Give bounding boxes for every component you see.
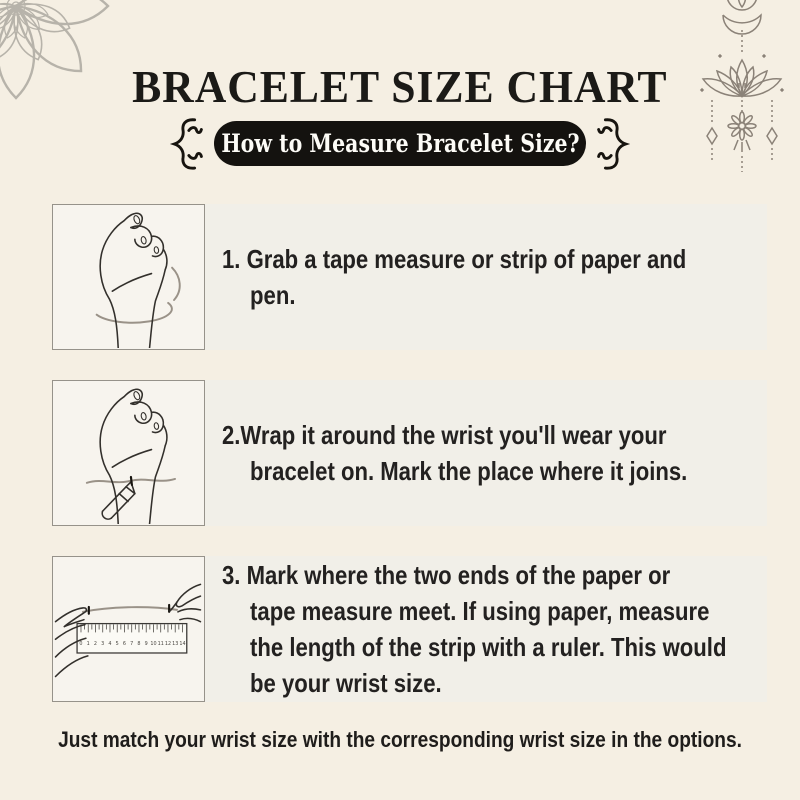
flourish-left-icon [166, 116, 204, 170]
svg-text:5: 5 [115, 641, 119, 648]
step3-line-4: be your wrist size. [250, 668, 442, 698]
step1-line-2: pen. [250, 280, 296, 310]
step1-illustration-box [52, 204, 205, 350]
svg-text:6: 6 [122, 641, 127, 648]
subtitle-badge: How to Measure Bracelet Size? [214, 121, 586, 166]
svg-text:8: 8 [137, 641, 141, 648]
step3-illustration-box [52, 556, 205, 702]
step-row-3 [52, 556, 767, 702]
svg-text:13: 13 [172, 641, 179, 648]
svg-text:2: 2 [93, 641, 98, 648]
svg-text:1: 1 [86, 641, 90, 648]
step2-text [205, 380, 769, 526]
svg-text:0: 0 [79, 641, 83, 648]
step2-line-2: bracelet on. Mark the place where it joins. [250, 456, 688, 486]
svg-text:14: 14 [179, 641, 186, 648]
svg-text:7: 7 [130, 641, 134, 648]
step2-illustration-box [52, 380, 205, 526]
step1-line-1: 1. Grab a tape measure or strip of paper and [222, 244, 687, 274]
svg-text:9: 9 [144, 641, 148, 648]
step3-line-1: 3. Mark where the two ends of the paper or [222, 560, 671, 590]
step3-line-3: the length of the strip with a ruler. This would [250, 632, 727, 662]
step-row-2 [52, 380, 767, 526]
step3-text [205, 556, 800, 702]
footer-note: Just match your wrist size with the corresponding wrist size in the options. [58, 727, 742, 752]
svg-text:11: 11 [157, 641, 164, 648]
fist-with-strip-and-pen-icon [53, 381, 203, 524]
svg-text:4: 4 [108, 641, 112, 648]
steps-list [52, 204, 767, 732]
fist-with-tape-loop-icon [53, 205, 203, 348]
svg-text:3: 3 [101, 641, 105, 648]
subtitle-badge-row [0, 116, 800, 170]
flourish-right-icon [596, 116, 634, 170]
page-title: BRACELET SIZE CHART [132, 61, 668, 112]
step1-text [205, 204, 768, 350]
hands-with-ruler-icon [53, 557, 203, 700]
step2-line-1: 2.Wrap it around the wrist you'll wear your [222, 420, 667, 450]
step-row-1 [52, 204, 767, 350]
svg-text:12: 12 [164, 641, 172, 648]
step3-line-2: tape measure meet. If using paper, measure [250, 596, 710, 626]
svg-text:10: 10 [150, 641, 157, 648]
